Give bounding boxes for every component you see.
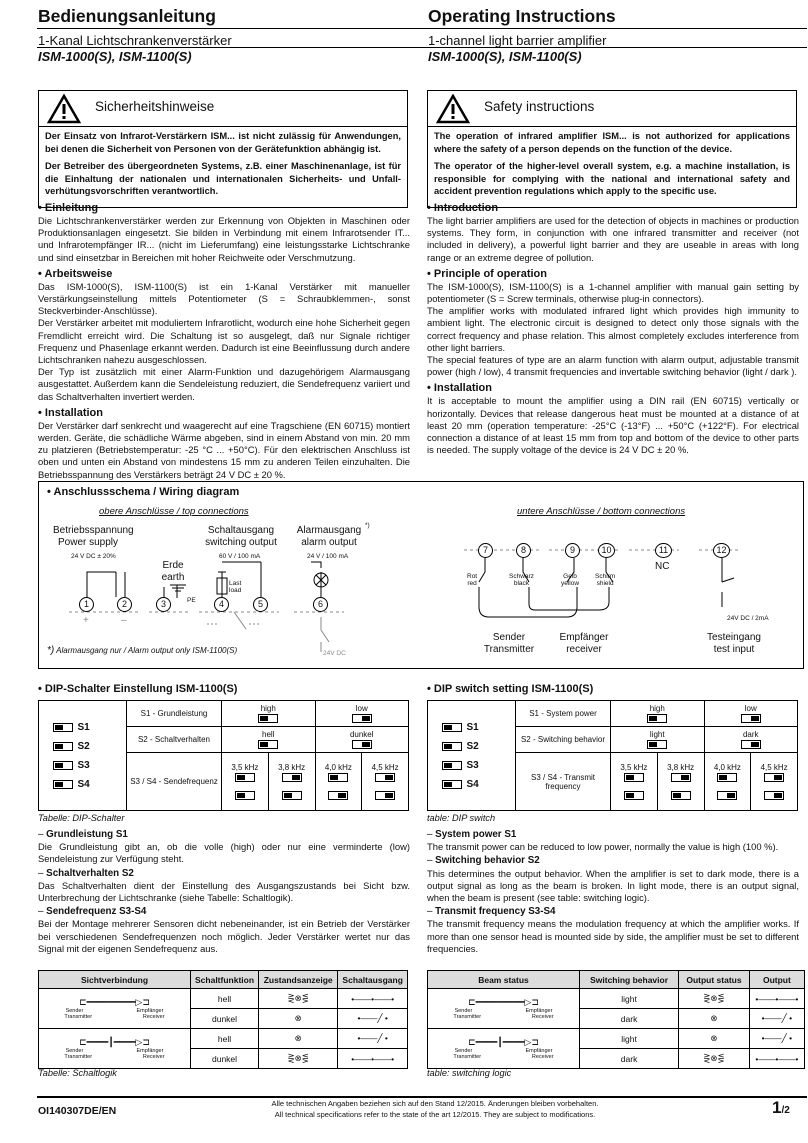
alarm-output-label: Alarmausgang alarm output <box>296 525 362 548</box>
s3-text-en: The transmit frequency means the modulation frequency at which the amplifier works. If more than one sensor head is mounted side by side, the amplifier must be set to different frequencies. <box>427 918 799 954</box>
logic-caption-en: table: switching logic <box>427 1068 512 1078</box>
s1-heading-de: – Grundleistung S1 <box>38 829 410 841</box>
warning-icon <box>47 94 81 124</box>
s1-text-de: Die Grundleistung gibt an, ob die volle (high) oder nur eine verminderte (low) Sendeleistung zur Verfügung steht. <box>38 841 410 865</box>
warning-icon <box>436 94 470 124</box>
switch-open-icon: •——╱ • <box>749 1029 804 1049</box>
dip-desc-en <box>427 827 799 955</box>
doc-code: OI140307DE/EN <box>38 1105 117 1117</box>
mode: light <box>580 989 679 1009</box>
s1-text-en: The transmit power can be reduced to low power, normally the value is high (100 %). <box>427 841 779 853</box>
terminal-1: 1 <box>79 597 94 612</box>
s3-heading-de: – Sendefrequenz S3-S4 <box>38 906 410 918</box>
subtitle-de: 1-Kanal Lichtschrankenverstärker <box>38 33 232 48</box>
test-input-label: Testeingang test input <box>707 632 761 655</box>
install-heading-en: • Installation <box>427 382 799 395</box>
work-de-3: Der Typ ist zusätzlich mit einer Alarm-Funktion und dazugehörigem Alarmausgang ausgestattet. Außerdem kann die Sendeleistung reduziert, die Sendefrequenz variiert und das Schaltverhalten invertiert werden. <box>38 366 410 402</box>
work-heading-de: • Arbeitsweise <box>38 268 410 281</box>
work-de-2: Der Verstärker arbeitet mit moduliertem Infrarotlicht, wodurch eine hohe Sicherheit gegen Fremdlicht erreicht wird. Die Schaltung ist so ausgelegt, daß nur Signale richtiger Frequenz und Phasenlage erkannt werden. Dadurch ist eine Beeinflussung durch andere Lichtschranken nahezu ausgeschlossen. <box>38 317 410 366</box>
pe-label: PE <box>187 597 196 604</box>
switch-closed-icon: •——•——• <box>338 1049 408 1069</box>
dip-caption-en: table: DIP switch <box>427 813 496 823</box>
led-off-icon: ⊗ <box>679 1009 750 1029</box>
s2-heading-en: – Switching behavior S2 <box>427 855 799 867</box>
row-s2: S2 - Switching behavior <box>516 727 611 753</box>
terminal-3: 3 <box>156 597 171 612</box>
mode: dunkel <box>191 1009 259 1029</box>
mode: dunkel <box>191 1049 259 1069</box>
alarm-star: *) <box>365 522 370 529</box>
s3-heading-en: – Transmit frequency S3-S4 <box>427 906 799 918</box>
nc-label: NC <box>655 561 670 572</box>
header-de <box>38 6 418 65</box>
led-off-icon: ⊗ <box>259 1029 338 1049</box>
cell-high: high <box>222 701 316 727</box>
wire-shield: Schirm shield <box>595 573 616 587</box>
terminal-7: 7 <box>478 543 493 558</box>
led-off-icon: ⊗ <box>679 1029 750 1049</box>
row-s1: S1 - System power <box>516 701 611 727</box>
wiring-title: • Anschlussschema / Wiring diagram <box>47 486 240 498</box>
wiring-footnote: *) Alarmausgang nur / Alarm output only ISM-1100(S) <box>47 645 238 656</box>
safety-de-p2: Der Betreiber des übergeordneten Systems, z.B. einer Maschinenanlage, ist für die Einhaltung der nationalen und internationalen Sicherheits- und Unfall-verhütungsvorschriften verantwortlich. <box>45 161 401 196</box>
top-connections-label: obere Anschlüsse / top connections <box>99 506 249 517</box>
freq-4: 4,5 kHz <box>362 753 409 811</box>
supply-voltage: 24 V DC ± 20% <box>71 553 116 560</box>
safety-de-p1: Der Einsatz von Infrarot-Verstärkern ISM... ist nicht zulässig für Anwendungen, bei denen die Sicherheit von Personen von der Gerätefunktion abhängig ist. <box>45 131 401 154</box>
s1-heading-en: – System power S1 <box>427 829 799 841</box>
cell-hell: hell <box>222 727 316 753</box>
wire-yellow: Gelb yellow <box>561 573 580 587</box>
dip-table-en <box>427 700 798 811</box>
intro-heading-en: • Introduction <box>427 202 799 215</box>
body-de <box>38 200 410 481</box>
terminal-11: 11 <box>655 543 672 558</box>
header-rule <box>37 28 807 29</box>
alarm-voltage: 24V DC <box>323 650 346 657</box>
test-voltage: 24V DC / 2mA <box>727 615 769 622</box>
cell-light: light <box>611 727 705 753</box>
dip-caption-de: Tabelle: DIP-Schalter <box>38 813 125 823</box>
switch-output-rating: 60 V / 100 mA <box>219 553 261 560</box>
work-en-1: The ISM-1000(S), ISM-1100(S) is a 1-channel amplifier with manual gain setting by potentiometer (S = Screw terminals, otherwise plug-in connectors). <box>427 280 799 305</box>
supply-label: Betriebsspannung Power supply <box>53 525 134 548</box>
cell-low: low <box>315 701 409 727</box>
terminal-2: 2 <box>117 597 132 612</box>
minus-sign: – <box>121 615 127 626</box>
cell-high: high <box>611 701 705 727</box>
cell-dark: dark <box>704 727 798 753</box>
row-s1: S1 - Grundleistung <box>127 701 222 727</box>
cell-low: low <box>704 701 798 727</box>
beam-clear: ⊏━━━━━━━━━▷⊐ Sender Empfänger Transmitter Receiver <box>39 989 191 1029</box>
header-en <box>428 6 808 65</box>
safety-en-p2: The operator of the higher-level overall system, e.g. a machine installation, is responsible for complying with the national and international safety and accident prevention regulations which apply to the specific use. <box>434 161 790 196</box>
dip-desc-de <box>38 827 410 955</box>
wiring-diagram <box>38 481 804 669</box>
led-off-icon: ⊗ <box>259 1009 338 1029</box>
led-on-icon: ⋛⊗⋚ <box>259 1049 338 1069</box>
install-heading-de: • Installation <box>38 407 410 420</box>
work-en-3: The special features of type are an alarm function with alarm output, adjustable transmit power (high / low), 4 transmit frequencies and invertable switching behavior (light / dark ). <box>427 354 799 378</box>
switch-open-icon: •——╱ • <box>338 1029 408 1049</box>
wire-black: Schwarz black <box>509 573 534 587</box>
dip-switch-block: S1 S2 S3 S4 <box>39 701 127 811</box>
beam-broken: ⊏━━━━┃━━━━▷⊐ Sender Empfänger Transmitter Receiver <box>39 1029 191 1069</box>
terminal-9: 9 <box>565 543 580 558</box>
row-s2: S2 - Schaltverhalten <box>127 727 222 753</box>
mode: dark <box>580 1009 679 1029</box>
dip-title-en: • DIP switch setting ISM-1100(S) <box>427 683 594 695</box>
subtitle-en: 1-channel light barrier amplifier <box>428 33 607 48</box>
safety-en-p1: The operation of infrared amplifier ISM... is not authorized for applications where the safety of a person depends on the function of the device. <box>434 131 790 154</box>
row-s3s4: S3 / S4 - Sendefrequenz <box>127 753 222 811</box>
title-de: Bedienungsanleitung <box>38 6 216 26</box>
intro-de: Die Lichtschrankenverstärker werden zur Erkennung von Objekten in Maschinen oder Produktionsanlagen eingesetzt. Sie bilden in Verbindung mit einem Infrarotsender IT... und Infrarotempfänger IR... (nicht im Lieferumfang) eine leistungsstarke Lichtschranke und sind einsetzbar in Bereichen mit hoher Reichweite oder Verschmutzung. <box>38 215 410 263</box>
beam-broken: ⊏━━━━┃━━━━▷⊐ Sender Empfänger Transmitter Receiver <box>428 1029 580 1069</box>
install-en: It is acceptable to mount the amplifier using a DIN rail (EN 60715) vertically or horizontally. Devices that release dangerous heat must be mounted at a distance of at least 20 mm (operation temperature: -25°C (-13°F) ... +50°C (+122°F). For electrical connection a distance of at least 15 mm from top and bottom of the device to other parts is needed. The supply voltage of the device is 24 V DC ± 20 %. <box>427 395 799 456</box>
alarm-output-rating: 24 V / 100 mA <box>307 553 349 560</box>
sender-label: Sender Transmitter <box>483 632 535 655</box>
work-de-1: Das ISM-1000(S), ISM-1100(S) ist ein 1-Kanal Verstärker mit manueller Verstärkungseinstellung mittels Potentiometer (S = Schraubklemmen-, sonst Steckverbinder-Anschlüsse). <box>38 280 410 317</box>
switch-closed-icon: •——•——• <box>338 989 408 1009</box>
switch-open-icon: •——╱ • <box>749 1009 804 1029</box>
wire-red: Rot red <box>467 573 478 587</box>
dip-table-de <box>38 700 409 811</box>
body-en <box>427 200 799 456</box>
terminal-8: 8 <box>516 543 531 558</box>
freq-3: 4,0 kHz <box>315 753 362 811</box>
plus-sign: + <box>83 615 89 626</box>
footer-note: Alle technischen Angaben beziehen sich auf den Stand 12/2015. Änderungen bleiben vorbehalten. All technical specifications refer to the state of the art 12/2015. They are subject to modifications. <box>271 1099 599 1119</box>
terminal-6: 6 <box>313 597 328 612</box>
page-number: 1/2 <box>772 1098 790 1117</box>
mode: hell <box>191 1029 259 1049</box>
bottom-connections-label: untere Anschlüsse / bottom connections <box>517 506 686 517</box>
beam-clear: ⊏━━━━━━━━━▷⊐ Sender Empfänger Transmitter Receiver <box>428 989 580 1029</box>
freq-2: 3,8 kHz <box>268 753 315 811</box>
switch-closed-icon: •——•——• <box>749 1049 804 1069</box>
install-de: Der Verstärker darf senkrecht und waagerecht auf eine Tragschiene (EN 60715) montiert werden. Geräte, die schädliche Wärme abgeben, sind in einem Abstand von min. 20 mm zu platzieren (Betriebstemperatur: -25 °C ... +50°C). Für den elektrischen Anschluss ist oben und unten ein Abstand von mindestens 15 mm zu anderen Teilen einzuhalten. Die Betriebsspannung des Verstärkers beträgt 24 V DC ± 20 %. <box>38 419 410 480</box>
terminal-5: 5 <box>253 597 268 612</box>
led-on-icon: ⋛⊗⋚ <box>259 989 338 1009</box>
s2-heading-de: – Schaltverhalten S2 <box>38 868 410 880</box>
load-label: Last load <box>229 580 242 594</box>
safety-title-de: Sicherheitshinweise <box>95 99 215 114</box>
freq-2: 3,8 kHz <box>657 753 704 811</box>
intro-heading-de: • Einleitung <box>38 202 410 215</box>
earth-label: Erde earth <box>161 560 185 583</box>
logic-table-de: Sichtverbindung Schaltfunktion Zustandsanzeige Schaltausgang ⊏━━━━━━━━━▷⊐ Sender Empfänger Transmitter Receiver hell ⋛⊗⋚ •——•——• dunkel ⊗ •——╱ • ⊏━━━━┃━━━━▷⊐ Sender Empfänger Transmitter Receiver hell ⊗ •——╱ • dunkel ⋛⊗⋚ •——•——• <box>38 970 408 1069</box>
terminal-12: 12 <box>713 543 730 558</box>
safety-box-en <box>427 90 797 208</box>
logic-caption-de: Tabelle: Schaltlogik <box>38 1068 117 1078</box>
safety-box-de <box>38 90 408 208</box>
s3-text-de: Bei der Montage mehrerer Sensoren dicht nebeneinander, ist ein Betrieb der Verstärker bei verschiedenen Sendefrequenzen noch möglich. Jeder Verstärker wertet nur das Signal mit der eigenen Sendefrequenz aus. <box>38 918 410 954</box>
terminal-10: 10 <box>598 543 615 558</box>
led-on-icon: ⋛⊗⋚ <box>679 1049 750 1069</box>
terminal-4: 4 <box>214 597 229 612</box>
header-rule-2 <box>37 47 807 48</box>
dip-switch-block: S1 S2 S3 S4 <box>428 701 516 811</box>
logic-table-en: Beam status Switching behavior Output status Output ⊏━━━━━━━━━▷⊐ Sender Empfänger Transmitter Receiver light ⋛⊗⋚ •——•——• dark ⊗ •——╱ • ⊏━━━━┃━━━━▷⊐ Sender Empfänger Transmitter Receiver light ⊗ •——╱ • dark ⋛⊗⋚ •——•——• <box>427 970 805 1069</box>
led-on-icon: ⋛⊗⋚ <box>679 989 750 1009</box>
safety-title-en: Safety instructions <box>484 99 595 114</box>
work-en-2: The amplifier works with modulated infrared light which provides high immunity to ambient light. The electronic circuit is designed to detect only those signals with the correct frequency and phase relation. This almost completely excludes interference from other light barriers. <box>427 305 799 353</box>
switch-closed-icon: •——•——• <box>749 989 804 1009</box>
work-heading-en: • Principle of operation <box>427 268 799 281</box>
freq-1: 3,5 kHz <box>611 753 658 811</box>
mode: hell <box>191 989 259 1009</box>
freq-4: 4,5 kHz <box>751 753 798 811</box>
intro-en: The light barrier amplifiers are used for the detection of objects in machines or production systems. They form, in conjunction with one infrared transmitter and receiver (not included in delivery), a powerful light barrier and they are useable in areas with long range or an extreme degree of pollution. <box>427 215 799 263</box>
receiver-label: Empfänger receiver <box>559 632 609 655</box>
mode: light <box>580 1029 679 1049</box>
s2-text-en: This determines the output behavior. When the amplifier is set to dark mode, there is a output signal as long as the beam is broken. In light mode, there is an output signal, when the beam is present (see table: switching logic). <box>427 867 799 904</box>
row-s3s4: S3 / S4 - Transmit frequency <box>516 753 611 811</box>
models-de: ISM-1000(S), ISM-1100(S) <box>38 49 192 64</box>
freq-1: 3,5 kHz <box>222 753 269 811</box>
dip-title-de: • DIP-Schalter Einstellung ISM-1100(S) <box>38 683 238 695</box>
switch-output-label: Schaltausgang switching output <box>205 525 277 548</box>
title-en: Operating Instructions <box>428 6 616 26</box>
models-en: ISM-1000(S), ISM-1100(S) <box>428 49 582 64</box>
freq-3: 4,0 kHz <box>704 753 751 811</box>
s2-text-de: Das Schaltverhalten dient der Einstellung des Ausgangszustands bei Sicht bzw. Unterbrechung der Lichtschranke (siehe Tabelle: Schaltlogik). <box>38 879 410 904</box>
mode: dark <box>580 1049 679 1069</box>
switch-open-icon: •——╱ • <box>338 1009 408 1029</box>
cell-dunkel: dunkel <box>315 727 409 753</box>
